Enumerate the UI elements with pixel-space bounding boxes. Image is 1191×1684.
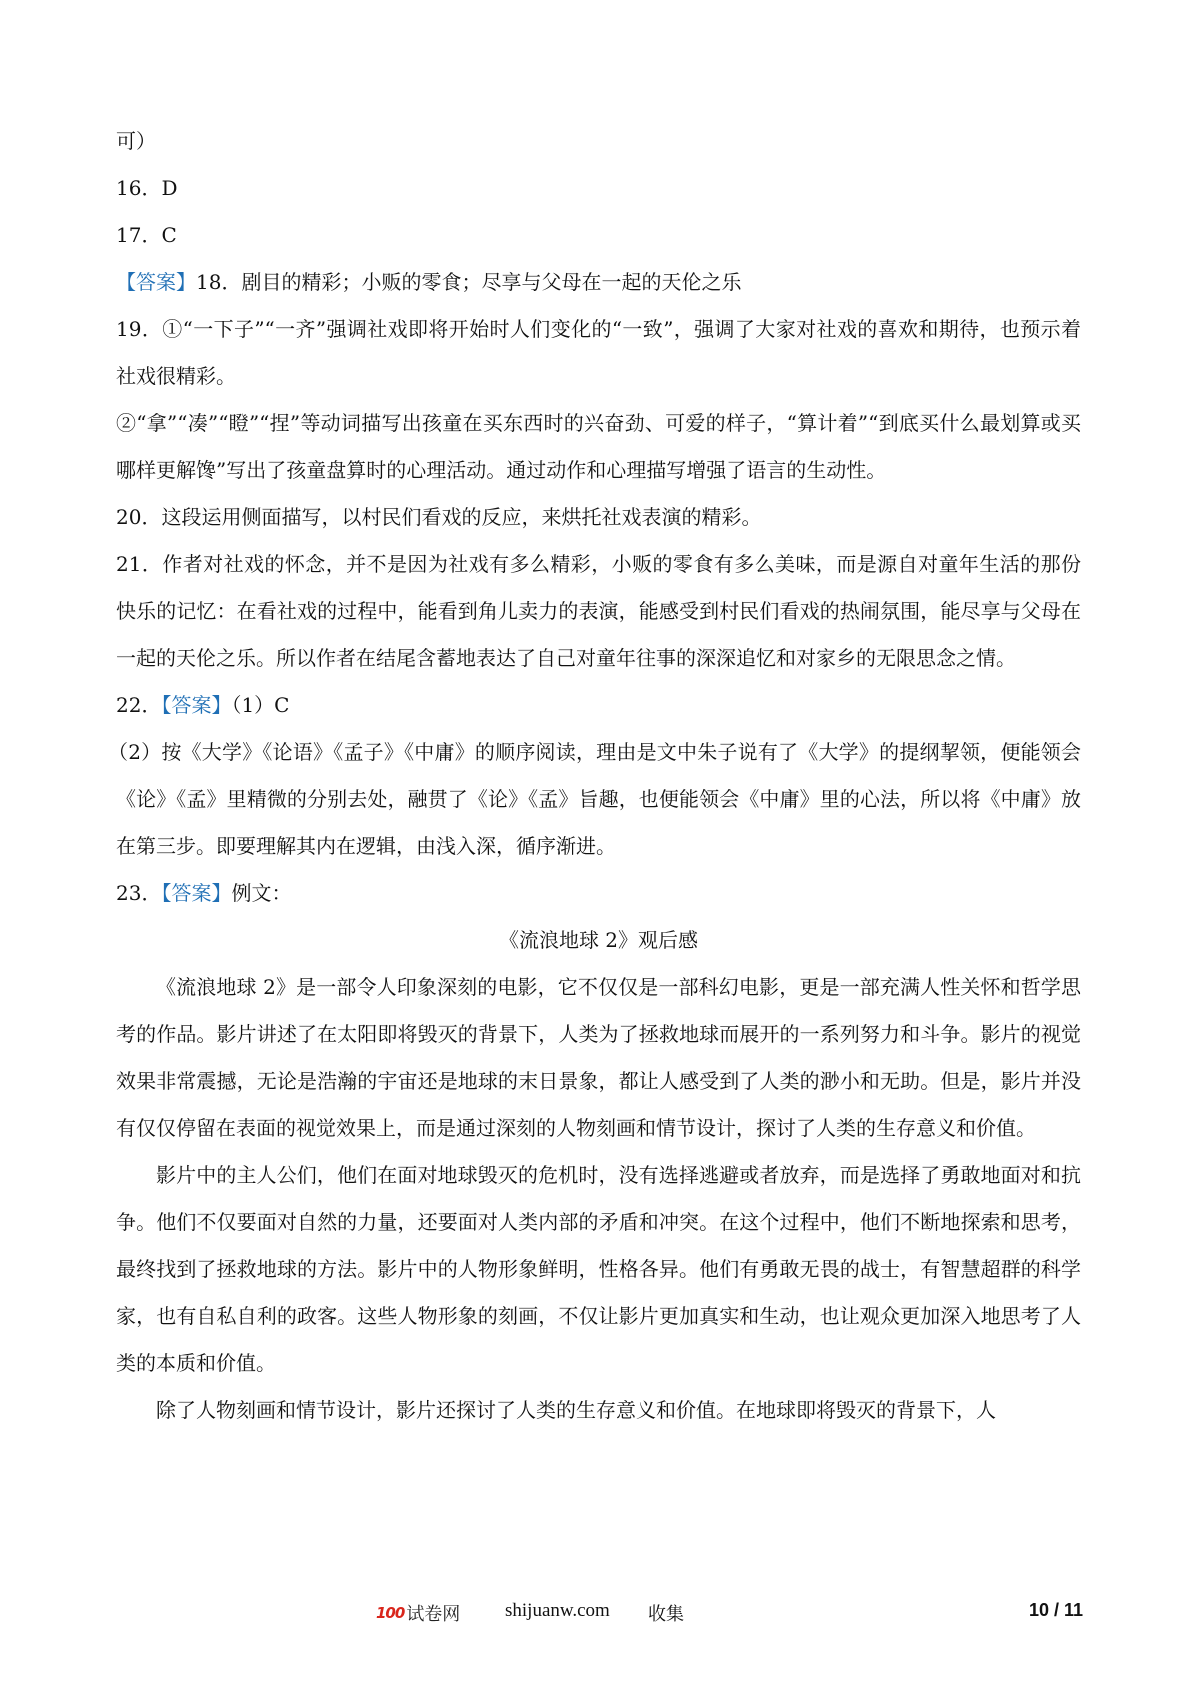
answer-22-part2: （2）按《大学》《论语》《孟子》《中庸》的顺序阅读，理由是文中朱子说有了《大学》的提纲挈领，便能领会《论》《孟》里精微的分别去处，融贯了《论》《孟》旨趣，也便能领会《中庸》里的心法，所以将《中庸》放在第三步。即要理解其内在逻辑，由浅入深，循序渐进。 <box>108 740 1081 858</box>
answer-18 <box>116 259 1081 306</box>
answer-17: 17．C <box>116 223 177 247</box>
page-number: 10 / 11 <box>1028 1600 1083 1620</box>
logo-mark-icon: 100 <box>376 1604 405 1622</box>
answer-16: 16．D <box>116 176 178 200</box>
answer-21: 21．作者对社戏的怀念，并不是因为社戏有多么精彩，小贩的零食有多么美味，而是源自对童年生活的那份快乐的记忆：在看社戏的过程中，能看到角儿卖力的表演，能感受到村民们看戏的热闹氛围，能尽享与父母在一起的天伦之乐。所以作者在结尾含蓄地表达了自己对童年往事的深深追忆和对家乡的无限思念之情。 <box>116 552 1081 670</box>
answer-content <box>108 118 1081 1434</box>
answer-tag: 【答案】 <box>161 693 232 717</box>
essay-paragraph: 《流浪地球 2》是一部令人印象深刻的电影，它不仅仅是一部科幻电影，更是一部充满人性关怀和哲学思考的作品。影片讲述了在太阳即将毁灭的背景下，人类为了拯救地球而展开的一系列努力和斗争。影片的视觉效果非常震撼，无论是浩瀚的宇宙还是地球的末日景象，都让人感受到了人类的渺小和无助。但是，影片并没有仅仅停留在表面的视觉效果上，而是通过深刻的人物刻画和情节设计，探讨了人类的生存意义和价值。 <box>116 975 1081 1140</box>
footer-collect: 收集 <box>648 1604 684 1625</box>
answer-18-text: 18．剧目的精彩；小贩的零食；尽享与父母在一起的天伦之乐 <box>196 270 742 294</box>
essay-paragraph: 除了人物刻画和情节设计，影片还探讨了人类的生存意义和价值。在地球即将毁灭的背景下，人 <box>156 1398 996 1422</box>
answer-22-part1: （1）C <box>231 693 290 717</box>
text-line: 可） <box>116 129 156 153</box>
answer-tag: 【答案】 <box>116 270 196 294</box>
answer-23-number: 23． <box>116 881 162 905</box>
page-footer <box>0 1598 1191 1628</box>
answer-20: 20．这段运用侧面描写，以村民们看戏的反应，来烘托社戏表演的精彩。 <box>116 505 762 529</box>
answer-19-part1: 19．①“一下子”“一齐”强调社戏即将开始时人们变化的“一致”，强调了大家对社戏的喜欢和期待，也预示着社戏很精彩。 <box>116 317 1081 388</box>
answer-22-number: 22． <box>116 693 162 717</box>
answer-23-intro: 例文： <box>231 881 292 905</box>
answer-22 <box>116 682 1081 729</box>
answer-19-part2: ②“拿”“凑”“瞪”“捏”等动词描写出孩童在买东西时的兴奋劲、可爱的样子，“算计着”“到底买什么最划算或买哪样更解馋”写出了孩童盘算时的心理活动。通过动作和心理描写增强了语言的生动性。 <box>116 411 1081 482</box>
answer-23 <box>116 870 1081 917</box>
site-logo[interactable] <box>376 1600 460 1626</box>
site-url[interactable]: shijuanw.com <box>505 1600 610 1621</box>
answer-tag: 【答案】 <box>161 881 232 905</box>
essay-title: 《流浪地球 2》观后感 <box>498 928 699 952</box>
essay-paragraph: 影片中的主人公们，他们在面对地球毁灭的危机时，没有选择逃避或者放弃，而是选择了勇敢地面对和抗争。他们不仅要面对自然的力量，还要面对人类内部的矛盾和冲突。在这个过程中，他们不断地探索和思考，最终找到了拯救地球的方法。影片中的人物形象鲜明，性格各异。他们有勇敢无畏的战士，有智慧超群的科学家，也有自私自利的政客。这些人物形象的刻画，不仅让影片更加真实和生动，也让观众更加深入地思考了人类的本质和价值。 <box>116 1163 1081 1375</box>
logo-text: 试卷网 <box>406 1604 461 1625</box>
